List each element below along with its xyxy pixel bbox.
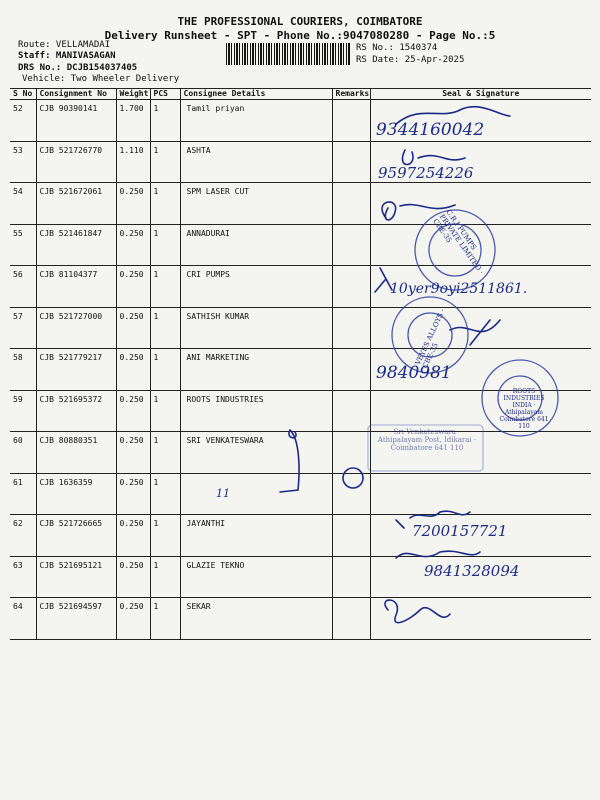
col-pcs: PCS	[150, 89, 180, 100]
cell-pcs: 1	[150, 432, 180, 474]
cell-pcs: 1	[150, 141, 180, 183]
cell-cn: CJB 81104377	[36, 266, 116, 308]
cell-weight: 0.250	[116, 224, 150, 266]
cell-cn: CJB 521726770	[36, 141, 116, 183]
signature-63	[396, 551, 480, 558]
cell-cn: CJB 521695372	[36, 390, 116, 432]
cell-cn: CJB 521779217	[36, 349, 116, 391]
cell-weight: 0.250	[116, 556, 150, 598]
cell-sno: 61	[10, 473, 36, 515]
cell-pcs: 1	[150, 473, 180, 515]
col-weight: Weight	[116, 89, 150, 100]
cell-sno: 58	[10, 349, 36, 391]
runsheet-subtitle: Delivery Runsheet - SPT - Phone No.:9047080280 - Page No.:5	[104, 29, 496, 42]
cell-sno: 56	[10, 266, 36, 308]
vehicle: Vehicle: Two Wheeler Delivery	[22, 74, 180, 84]
col-sno: S No	[10, 89, 36, 100]
cell-sno: 60	[10, 432, 36, 474]
cell-sno: 54	[10, 183, 36, 225]
cell-consignee: SRI VENKATESWARA	[180, 432, 332, 474]
cell-weight: 0.250	[116, 266, 150, 308]
cell-pcs: 1	[150, 307, 180, 349]
cell-cn: CJB 80880351	[36, 432, 116, 474]
hw-phone-63: 9841328094	[424, 562, 520, 580]
col-remarks: Remarks	[332, 89, 370, 100]
cell-pcs: 1	[150, 183, 180, 225]
cell-pcs: 1	[150, 100, 180, 142]
cell-pcs: 1	[150, 598, 180, 640]
cell-consignee: Tamil priyan	[180, 100, 332, 142]
cell-sno: 63	[10, 556, 36, 598]
cell-cn: CJB 521726665	[36, 515, 116, 557]
signature-57	[450, 320, 500, 345]
cell-cn: CJB 1636359	[36, 473, 116, 515]
cell-sno: 52	[10, 100, 36, 142]
cell-sno: 64	[10, 598, 36, 640]
cell-weight: 1.700	[116, 100, 150, 142]
cell-consignee: SEKAR	[180, 598, 332, 640]
signature-53	[402, 150, 465, 165]
cell-sno: 55	[10, 224, 36, 266]
cell-weight: 0.250	[116, 307, 150, 349]
col-seal: Seal & Signature	[370, 89, 591, 100]
cell-consignee: CRI PUMPS	[180, 266, 332, 308]
cell-weight: 0.250	[116, 432, 150, 474]
col-consignment: Consignment No	[36, 89, 116, 100]
hw-phone-53: 9597254226	[378, 164, 474, 182]
cell-weight: 0.250	[116, 390, 150, 432]
cell-cn: CJB 521695121	[36, 556, 116, 598]
route: Route: VELLAMADAI	[18, 40, 111, 50]
cell-weight: 0.250	[116, 183, 150, 225]
cell-pcs: 1	[150, 515, 180, 557]
cell-weight: 0.250	[116, 349, 150, 391]
cell-weight: 0.250	[116, 473, 150, 515]
cell-consignee: ANNADURAI	[180, 224, 332, 266]
hw-phone-58: 9840981	[376, 363, 452, 383]
stamp-sri-text: Sri Venkateswara · Athipalayam Post, Idikarai · Coimbatore 641 110	[377, 428, 477, 452]
cell-pcs: 1	[150, 349, 180, 391]
cell-consignee: ASHTA	[180, 141, 332, 183]
cell-weight: 1.110	[116, 141, 150, 183]
cell-consignee: ANI MARKETING	[180, 349, 332, 391]
cell-cn: CJB 521672061	[36, 183, 116, 225]
cell-sno: 53	[10, 141, 36, 183]
cell-cn: CJB 90390141	[36, 100, 116, 142]
cell-consignee: SPM LASER CUT	[180, 183, 332, 225]
circled-mark-61	[343, 468, 363, 488]
cell-consignee: ROOTS INDUSTRIES	[180, 390, 332, 432]
cell-sno: 62	[10, 515, 36, 557]
signature-64	[385, 600, 450, 623]
company-title: THE PROFESSIONAL COURIERS, COIMBATORE	[177, 15, 423, 28]
cell-sno: 57	[10, 307, 36, 349]
cell-pcs: 1	[150, 224, 180, 266]
cell-cn: CJB 521694597	[36, 598, 116, 640]
cell-cn: CJB 521727000	[36, 307, 116, 349]
cell-pcs: 1	[150, 390, 180, 432]
hw-phone-52: 9344160042	[376, 120, 485, 140]
rs-date: RS Date: 25-Apr-2025	[356, 55, 465, 65]
stamp-roots-text: ROOTS INDUSTRIES INDIA · Athipalayam Coimbatore 641 110	[499, 388, 549, 430]
cell-consignee: SATHISH KUMAR	[180, 307, 332, 349]
cell-cn: CJB 521461847	[36, 224, 116, 266]
cell-consignee: JAYANTHI	[180, 515, 332, 557]
cell-pcs: 1	[150, 266, 180, 308]
cell-consignee: GLAZIE TEKNO	[180, 556, 332, 598]
drs-number: DRS No.: DCJB154037405	[18, 63, 138, 73]
cell-pcs: 1	[150, 556, 180, 598]
staff: Staff: MANIVASAGAN	[18, 51, 116, 61]
stamp-cri-text: C.R.I PUMPS PRIVATE LIMITED · CBE-35	[431, 208, 486, 276]
hw-phone-56: 10yer9oyi2511861.	[390, 281, 528, 297]
hw-phone-62: 7200157721	[412, 522, 508, 540]
cell-sno: 59	[10, 390, 36, 432]
hw-mark-61: 11	[216, 487, 230, 500]
stamp-veyes-text: VEYES ALLOYS · CBE-35	[413, 307, 447, 370]
cell-weight: 0.250	[116, 515, 150, 557]
rs-number: RS No.: 1540374	[356, 43, 438, 53]
pen-mark-60	[280, 430, 299, 492]
cell-weight: 0.250	[116, 598, 150, 640]
col-consignee: Consignee Details	[180, 89, 332, 100]
